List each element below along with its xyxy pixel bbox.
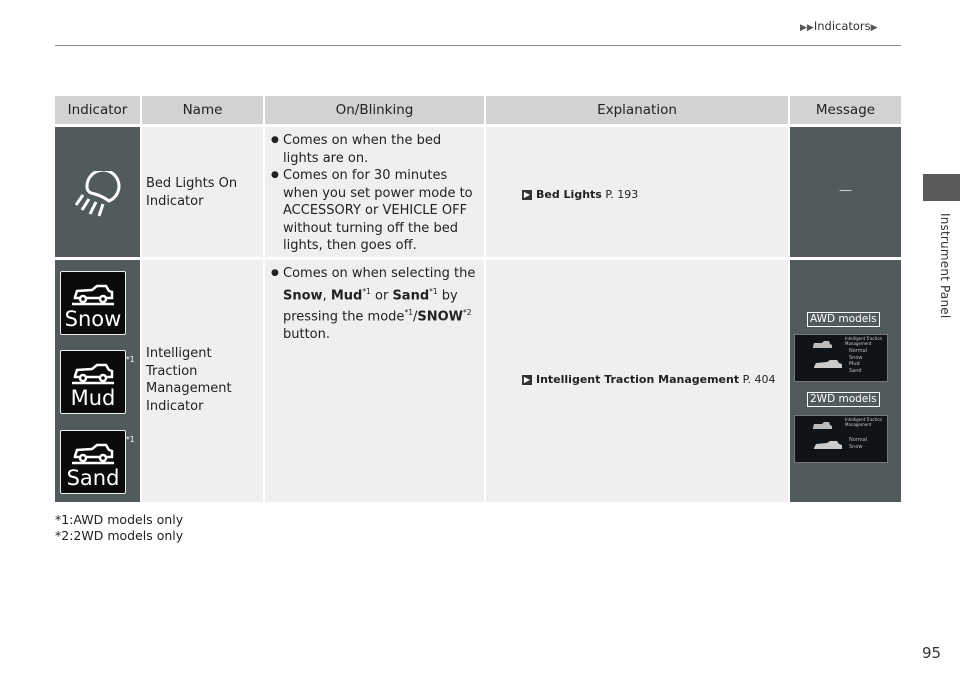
traction-name: Intelligent Traction Management Indicator xyxy=(146,346,232,414)
awd-menu-list xyxy=(849,348,867,374)
reference-arrow-icon: ▶ xyxy=(523,375,531,384)
footnote-1: *1:AWD models only xyxy=(55,512,184,527)
bed-lights-bullets xyxy=(265,127,484,255)
awd-menu-item: Snow xyxy=(849,354,863,361)
bed-lights-message: — xyxy=(839,183,852,198)
traction-ref-title: Intelligent Traction Management xyxy=(536,373,740,386)
2wd-display-screen xyxy=(794,415,888,463)
breadcrumb-end-arrow: ▶ xyxy=(870,23,878,33)
traction-reference[interactable] xyxy=(486,260,788,389)
section-tab[interactable] xyxy=(923,174,960,201)
2wd-menu-title: Intelligent Traction Management xyxy=(845,417,883,427)
truck-icon xyxy=(70,443,116,465)
header-indicator: Indicator xyxy=(55,96,142,124)
traction-indicator-cell xyxy=(55,257,142,502)
traction-message-cell xyxy=(790,257,901,502)
header-name: Name xyxy=(142,96,265,124)
mud-footnote-mark: *1 xyxy=(126,355,135,364)
sand-label: Sand xyxy=(66,466,120,490)
2wd-truck-side-icon xyxy=(813,440,843,452)
traction-name-cell xyxy=(142,257,265,502)
mud-label: Mud xyxy=(70,386,116,410)
bed-lights-message-cell xyxy=(790,124,901,257)
table-row xyxy=(55,257,901,502)
bed-lights-indicator-cell xyxy=(55,124,142,257)
page-number: 95 xyxy=(922,644,942,662)
mud-indicator-icon xyxy=(60,350,126,414)
bed-lights-onblinking-cell xyxy=(265,124,486,257)
awd-menu-item: Normal xyxy=(849,348,868,354)
bed-lights-name-cell xyxy=(142,124,265,257)
bed-lights-bullet-2: ● Comes on for 30 minutes when you set power mode to ACCESSORY or VEHICLE OFF without turning off the bed lights, then goes off. xyxy=(269,167,478,255)
side-section-label: Instrument Panel xyxy=(938,213,952,319)
awd-display-screen xyxy=(794,334,888,382)
bed-lights-reference[interactable] xyxy=(486,127,788,204)
breadcrumb xyxy=(800,19,878,33)
awd-menu-item: Mud xyxy=(849,361,860,367)
reference-arrow-icon: ▶ xyxy=(523,190,531,199)
traction-ref-page[interactable]: P. 404 xyxy=(742,373,776,386)
header-on-blinking: On/Blinking xyxy=(265,96,486,124)
2wd-models-label: 2WD models xyxy=(807,392,880,407)
indicators-table xyxy=(55,96,901,502)
traction-explanation-cell xyxy=(486,257,790,502)
truck-icon xyxy=(70,284,116,306)
2wd-menu-list xyxy=(849,437,867,450)
bed-lights-explanation-cell xyxy=(486,124,790,257)
bed-lights-icon xyxy=(73,171,125,217)
snow-label: Snow xyxy=(64,307,122,331)
2wd-menu-item: Snow xyxy=(849,443,863,450)
bed-lights-ref-page[interactable]: P. 193 xyxy=(605,188,639,201)
awd-truck-top-icon xyxy=(811,340,833,350)
2wd-menu-item: Normal xyxy=(849,437,868,443)
traction-bullets xyxy=(265,260,484,344)
awd-menu-item: Sand xyxy=(849,367,862,374)
table-row xyxy=(55,124,901,257)
traction-onblinking-cell xyxy=(265,257,486,502)
header-message: Message xyxy=(790,96,901,124)
truck-icon xyxy=(70,363,116,385)
header-rule xyxy=(55,45,901,46)
awd-menu-title: Intelligent Traction Management xyxy=(845,336,883,346)
table-header-row xyxy=(55,96,901,124)
sand-indicator-icon xyxy=(60,430,126,494)
2wd-truck-top-icon xyxy=(811,421,833,431)
header-explanation: Explanation xyxy=(486,96,790,124)
awd-models-label: AWD models xyxy=(807,312,880,327)
bed-lights-ref-title: Bed Lights xyxy=(536,188,602,201)
bed-lights-name: Bed Lights On Indicator xyxy=(146,176,238,209)
traction-bullet-1: ● Comes on when selecting the Snow, Mud$^{*1}$ or Sand$^{*1}$ by pressing the mode$^{*1}$/SNOW$^{*2}$ button. xyxy=(269,265,478,344)
breadcrumb-label[interactable]: Indicators xyxy=(813,19,871,33)
breadcrumb-arrows: ▶▶ xyxy=(800,23,814,33)
sand-footnote-mark: *1 xyxy=(126,435,135,444)
footnote-2: *2:2WD models only xyxy=(55,528,184,543)
snow-indicator-icon xyxy=(60,271,126,335)
bed-lights-bullet-1: ● Comes on when the bed lights are on. xyxy=(269,132,478,167)
awd-truck-side-icon xyxy=(813,359,843,371)
